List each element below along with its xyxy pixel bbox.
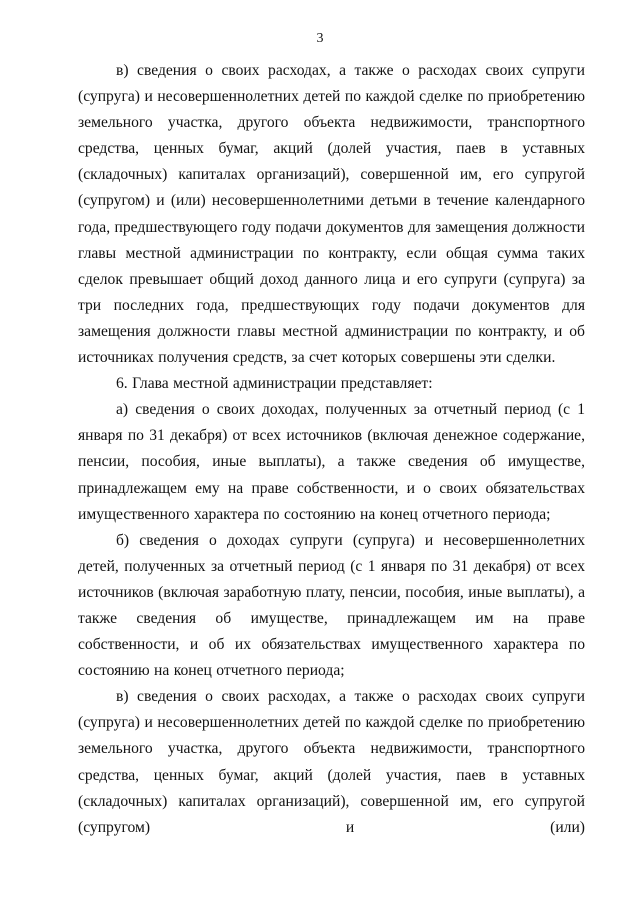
paragraph-b-family-income: б) сведения о доходах супруги (супруга) и несовершеннолетних детей, полученных за отчетный период (с 1 января по 31 декабря) от всех источников (включая заработную плату, пенсии, пособия, иные выплаты), а также сведения об имуществе, принадлежащем им на праве собственности, и об их обязательствах имущественного характера по состоянию на конец отчетного периода; (78, 531, 585, 680)
paragraph-a-income: а) сведения о своих доходах, полученных за отчетный период (с 1 января по 31 декабря) от всех источников (включая денежное содержание, пенсии, пособия, иные выплаты), а также сведения об имуществе, принадлежащем ему на праве собственности, и о своих обязательствах имущественного характера по состоянию на конец отчетного периода; (78, 401, 585, 523)
document-body (78, 58, 585, 841)
page-number: 3 (316, 31, 324, 46)
paragraph-item-6-heading: 6. Глава местной администрации представляет: (116, 375, 433, 393)
paragraph-v-expenses-repeat: в) сведения о своих расходах, а также о расходах своих супруги (супруга) и несовершеннолетних детей по каждой сделке по приобретению земельного участка, другого объекта недвижимости, транспортного средства, ценных бумаг, акций (долей участия, паев в уставных (складочных) капиталах организаций), совершенной им, его супругой (супругом) и (или) (78, 688, 585, 836)
paragraph-v-expenses: в) сведения о своих расходах, а также о расходах своих супруги (супруга) и несовершеннолетних детей по каждой сделке по приобретению земельного участка, другого объекта недвижимости, транспортного средства, ценных бумаг, акций (долей участия, паев в уставных (складочных) капиталах организаций), совершенной им, его супругой (супругом) и (или) несовершеннолетними детьми в течение календарного года, предшествующего году подачи документов для замещения должности главы местной администрации по контракту, если общая сумма таких сделок превышает общий доход данного лица и его супруги (супруга) за три последних года, предшествующих году подачи документов для замещения должности главы местной администрации по контракту, и об источниках получения средств, за счет которых совершены эти сделки. (78, 62, 585, 367)
